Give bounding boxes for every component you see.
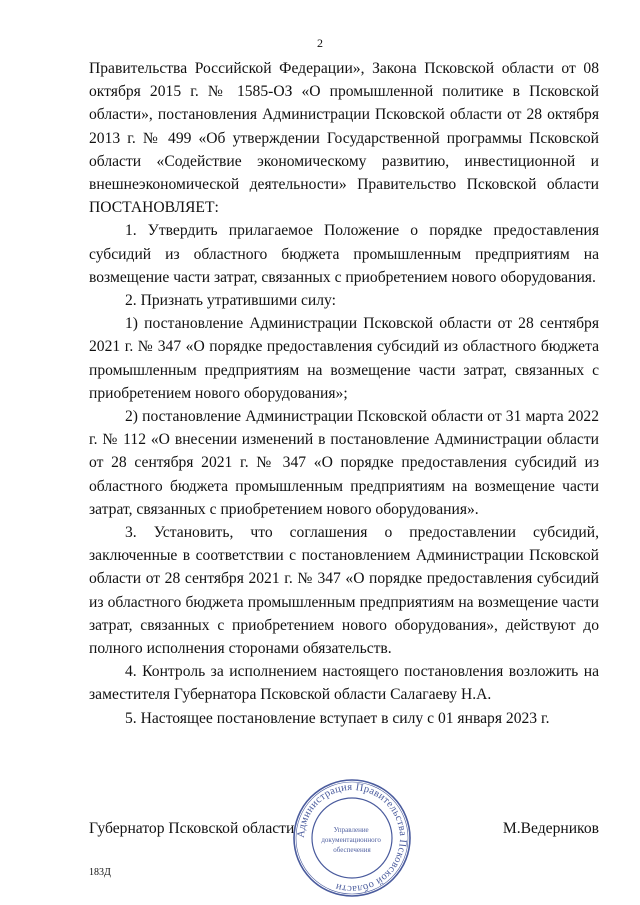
- svg-text:Управление документацион: Управление документационного обеспечения: [321, 826, 381, 854]
- signatory-title: Губернатор Псковской области: [89, 820, 295, 837]
- document-body: [89, 57, 599, 730]
- page-number: 2: [317, 36, 323, 50]
- signatory-name: М.Ведерников: [502, 820, 599, 837]
- paragraph-item-5: 5. Настоящее постановление вступает в силу с 01 января 2023 г.: [125, 709, 550, 727]
- svg-text:Администрация Правительства Пс: Администрация Правительства Псковской области: [295, 781, 409, 895]
- paragraph-item-4: 4. Контроль за исполнением настоящего постановления возложить на заместителя Губернатора Псковской области Салагаеву Н.А.: [89, 663, 599, 704]
- paragraph-item-2-sub-2: 2) постановление Администрации Псковской области от 31 марта 2022 г. № 112 «О внесении изменений в постановление Администрации области от 28 сентября 2021 г. № 347 «О порядке предоставления субсидий из областного бюджета промышленным предприятиям на возмещение части затрат, связанных с приобретением нового оборудования».: [89, 408, 599, 518]
- paragraph-preamble-continuation: Правительства Российской Федерации», Закона Псковской области от 08 октября 2015 г. № 1585-ОЗ «О промышленной политике в Псковской области», постановления Администрации Псковской области от 28 октября 2013 г. № 499 «Об утверждении Государственной программы Псковской области «Содействие экономическому развитию, инвестиционной и внешнеэкономической деятельности» Правительство Псковской области ПОСТАНОВЛЯЕТ:: [89, 60, 599, 217]
- document-code: 183Д: [89, 867, 111, 878]
- paragraph-item-2-sub-1: 1) постановление Администрации Псковской области от 28 сентября 2021 г. № 347 «О порядке предоставления субсидий из областного бюджета промышленным предприятиям на возмещение части затрат, связанных с приобретением нового оборудования»;: [89, 315, 599, 402]
- paragraph-item-3: 3. Установить, что соглашения о предоставлении субсидий, заключенные в соответствии с постановлением Администрации Псковской области от 28 сентября 2021 г. № 347 «О порядке предоставления субсидий из областного бюджета промышленным предприятиям на возмещение части затрат, связанных с приобретением нового оборудования», действуют до полного исполнения сторонами обязательств.: [89, 524, 599, 658]
- paragraph-item-1: 1. Утвердить прилагаемое Положение о порядке предоставления субсидий из областного бюджета промышленным предприятиям на возмещение части затрат, связанных с приобретением нового оборудования.: [89, 222, 599, 286]
- paragraph-item-2: 2. Признать утратившими силу:: [125, 292, 336, 310]
- official-stamp: [290, 776, 414, 900]
